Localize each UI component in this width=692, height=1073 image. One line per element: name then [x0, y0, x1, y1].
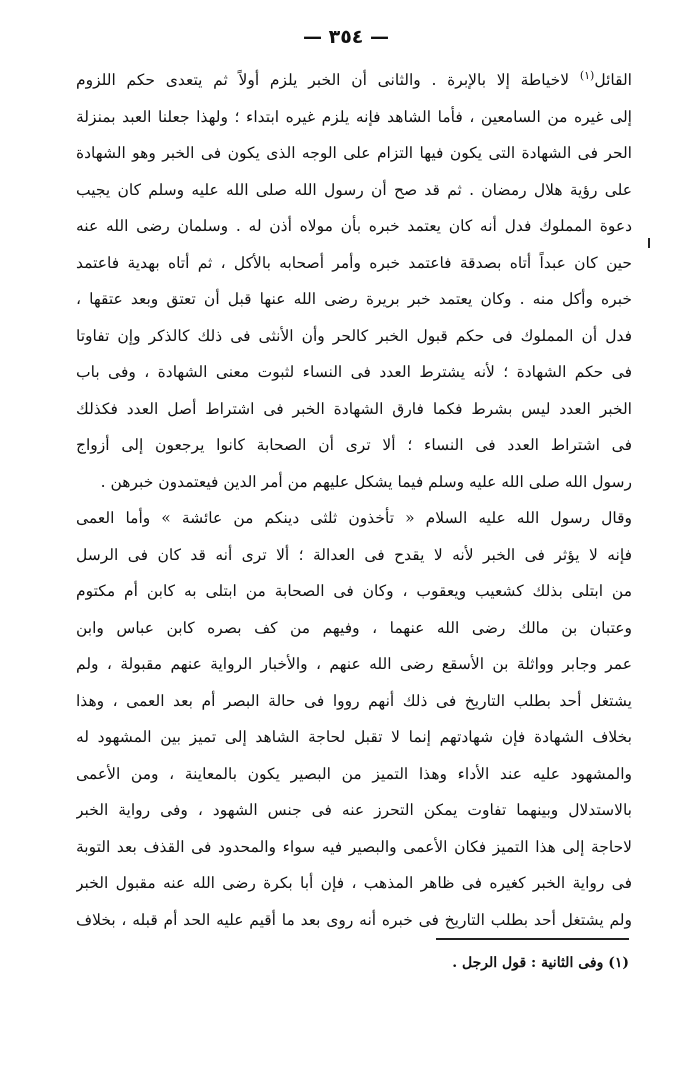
- text-line: [76, 62, 632, 99]
- text-line: وعتبان بن مالك رضى الله عنهما ، وفيهم من كف بصره كابن عباس وابن: [76, 618, 632, 637]
- text-line: فى اشتراط العدد فى النساء ؛ ألا ترى أن الصحابة كانوا يرجعون إلى أزواج: [76, 436, 632, 454]
- text-line: والمشهود عليه عند الأداء وهذا التميز من البصير يكون بالمعاينة ، ومن الأعمى: [76, 764, 632, 783]
- text-line: فى حكم الشهادة ؛ لأنه يشترط العدد فى النساء لثبوت معنى الشهادة ، وفى باب: [76, 363, 632, 381]
- text-line: لاحاجة إلى هذا التميز فكان الأعمى والبصير فيه سواء والمحدود فى القذف بعد التوبة: [76, 837, 632, 856]
- text-line: الحر فى الشهادة التى يكون فيها التزام على الوجه الذى يكون فى الخبر وهو الشهادة: [76, 144, 632, 162]
- text-line: فإنه لا يؤثر فى الخبر لأنه لا يقدح فى العدالة ؛ ألا ترى أنه قد كان فى الرسل: [76, 545, 632, 564]
- line-lead-word: القائل: [594, 71, 632, 89]
- text-line: بالاستدلال وبينهما تفاوت يمكن التحرز عنه فى جنس الشهود ، وفى رواية الخبر: [76, 801, 632, 819]
- text-line: من ابتلى بذلك كشعيب ويعقوب ، وكان فى الصحابة من ابتلى به كابن أم مكتوم: [76, 582, 632, 600]
- text-line: الخبر العدد ليس بشرط فكما فارق الشهادة الخبر فى اشتراط أصل العدد فكذلك: [76, 399, 632, 418]
- text-line: خبره وأكل منه . وكان يعتمد خبر بريرة رضى الله عنها قبل أن تعتق وبعد عتقها ،: [76, 290, 632, 308]
- page-number: — ٣٥٤ —: [302, 26, 390, 48]
- text-line: فدل أن المملوك فى حكم قبول الخبر كالحر وأن الأنثى فى ذلك كالذكر وإن تفاوتا: [76, 326, 632, 345]
- text-line: رسول الله صلى الله عليه وسلم فيما يشكل عليهم من أمر الدين فيعتمدون خبرهن .: [100, 472, 632, 491]
- line-continuation: لاخياطة إلا: [486, 71, 580, 89]
- line-text: بالإبرة . والثانى أن الخبر يلزم أولاً ثم يتعدى حكم اللزوم: [76, 71, 487, 89]
- text-line: وقال رسول الله عليه السلام « تأخذون ثلثى دينكم من عائشة » وأما العمى: [76, 509, 632, 527]
- text-line: بخلاف الشهادة فإن شهادتهم إنما لا تقبل لحاجة الشاهد إلى تميز بين المشهود له: [76, 728, 632, 746]
- footnote-divider: [436, 938, 629, 940]
- text-line: إلى غيره من السامعين ، فأما الشاهد فإنه يلزم غيره ابتداء ؛ ولهذا جعلنا العبد بمنزلة: [76, 107, 632, 126]
- text-line: ولم يشتغل أحد بطلب التاريخ فى خبره أنه روى بعد ما أقيم عليه الحد أم قبله ، بخلاف: [76, 910, 632, 929]
- footnote-reference: (١): [579, 68, 595, 82]
- text-line: فى رواية الخبر كغيره فى ظاهر المذهب ، فإن أبا بكرة رضى الله عنه مقبول الخبر: [76, 874, 632, 892]
- text-line: عمر وجابر وواثلة بن الأسقع رضى الله عنهم ، والأخبار الرواية عنهم مقبولة ، ولم: [76, 655, 632, 673]
- text-line: دعوة المملوك فدل أنه كان يعتمد خبره بأن مولاه أذن له . وسلمان رضى الله عنه: [76, 217, 632, 235]
- text-line: يشتغل أحد بطلب التاريخ فى ذلك أنهم رووا فى حالة البصر أم بعد العمى ، وهذا: [76, 691, 632, 710]
- footnote: (١) وفى الثانية : قول الرجل .: [452, 955, 629, 971]
- body-text: [76, 62, 632, 938]
- text-line: حين كان عبداً أتاه بصدقة فاعتمد خبره وأمر أصحابه بالأكل ، ثم أتاه بهدية فاعتمد: [76, 253, 632, 272]
- margin-mark: [648, 238, 650, 248]
- text-line: على رؤية هلال رمضان . ثم قد صح أن رسول الله صلى الله عليه وسلم كان يجيب: [76, 180, 632, 199]
